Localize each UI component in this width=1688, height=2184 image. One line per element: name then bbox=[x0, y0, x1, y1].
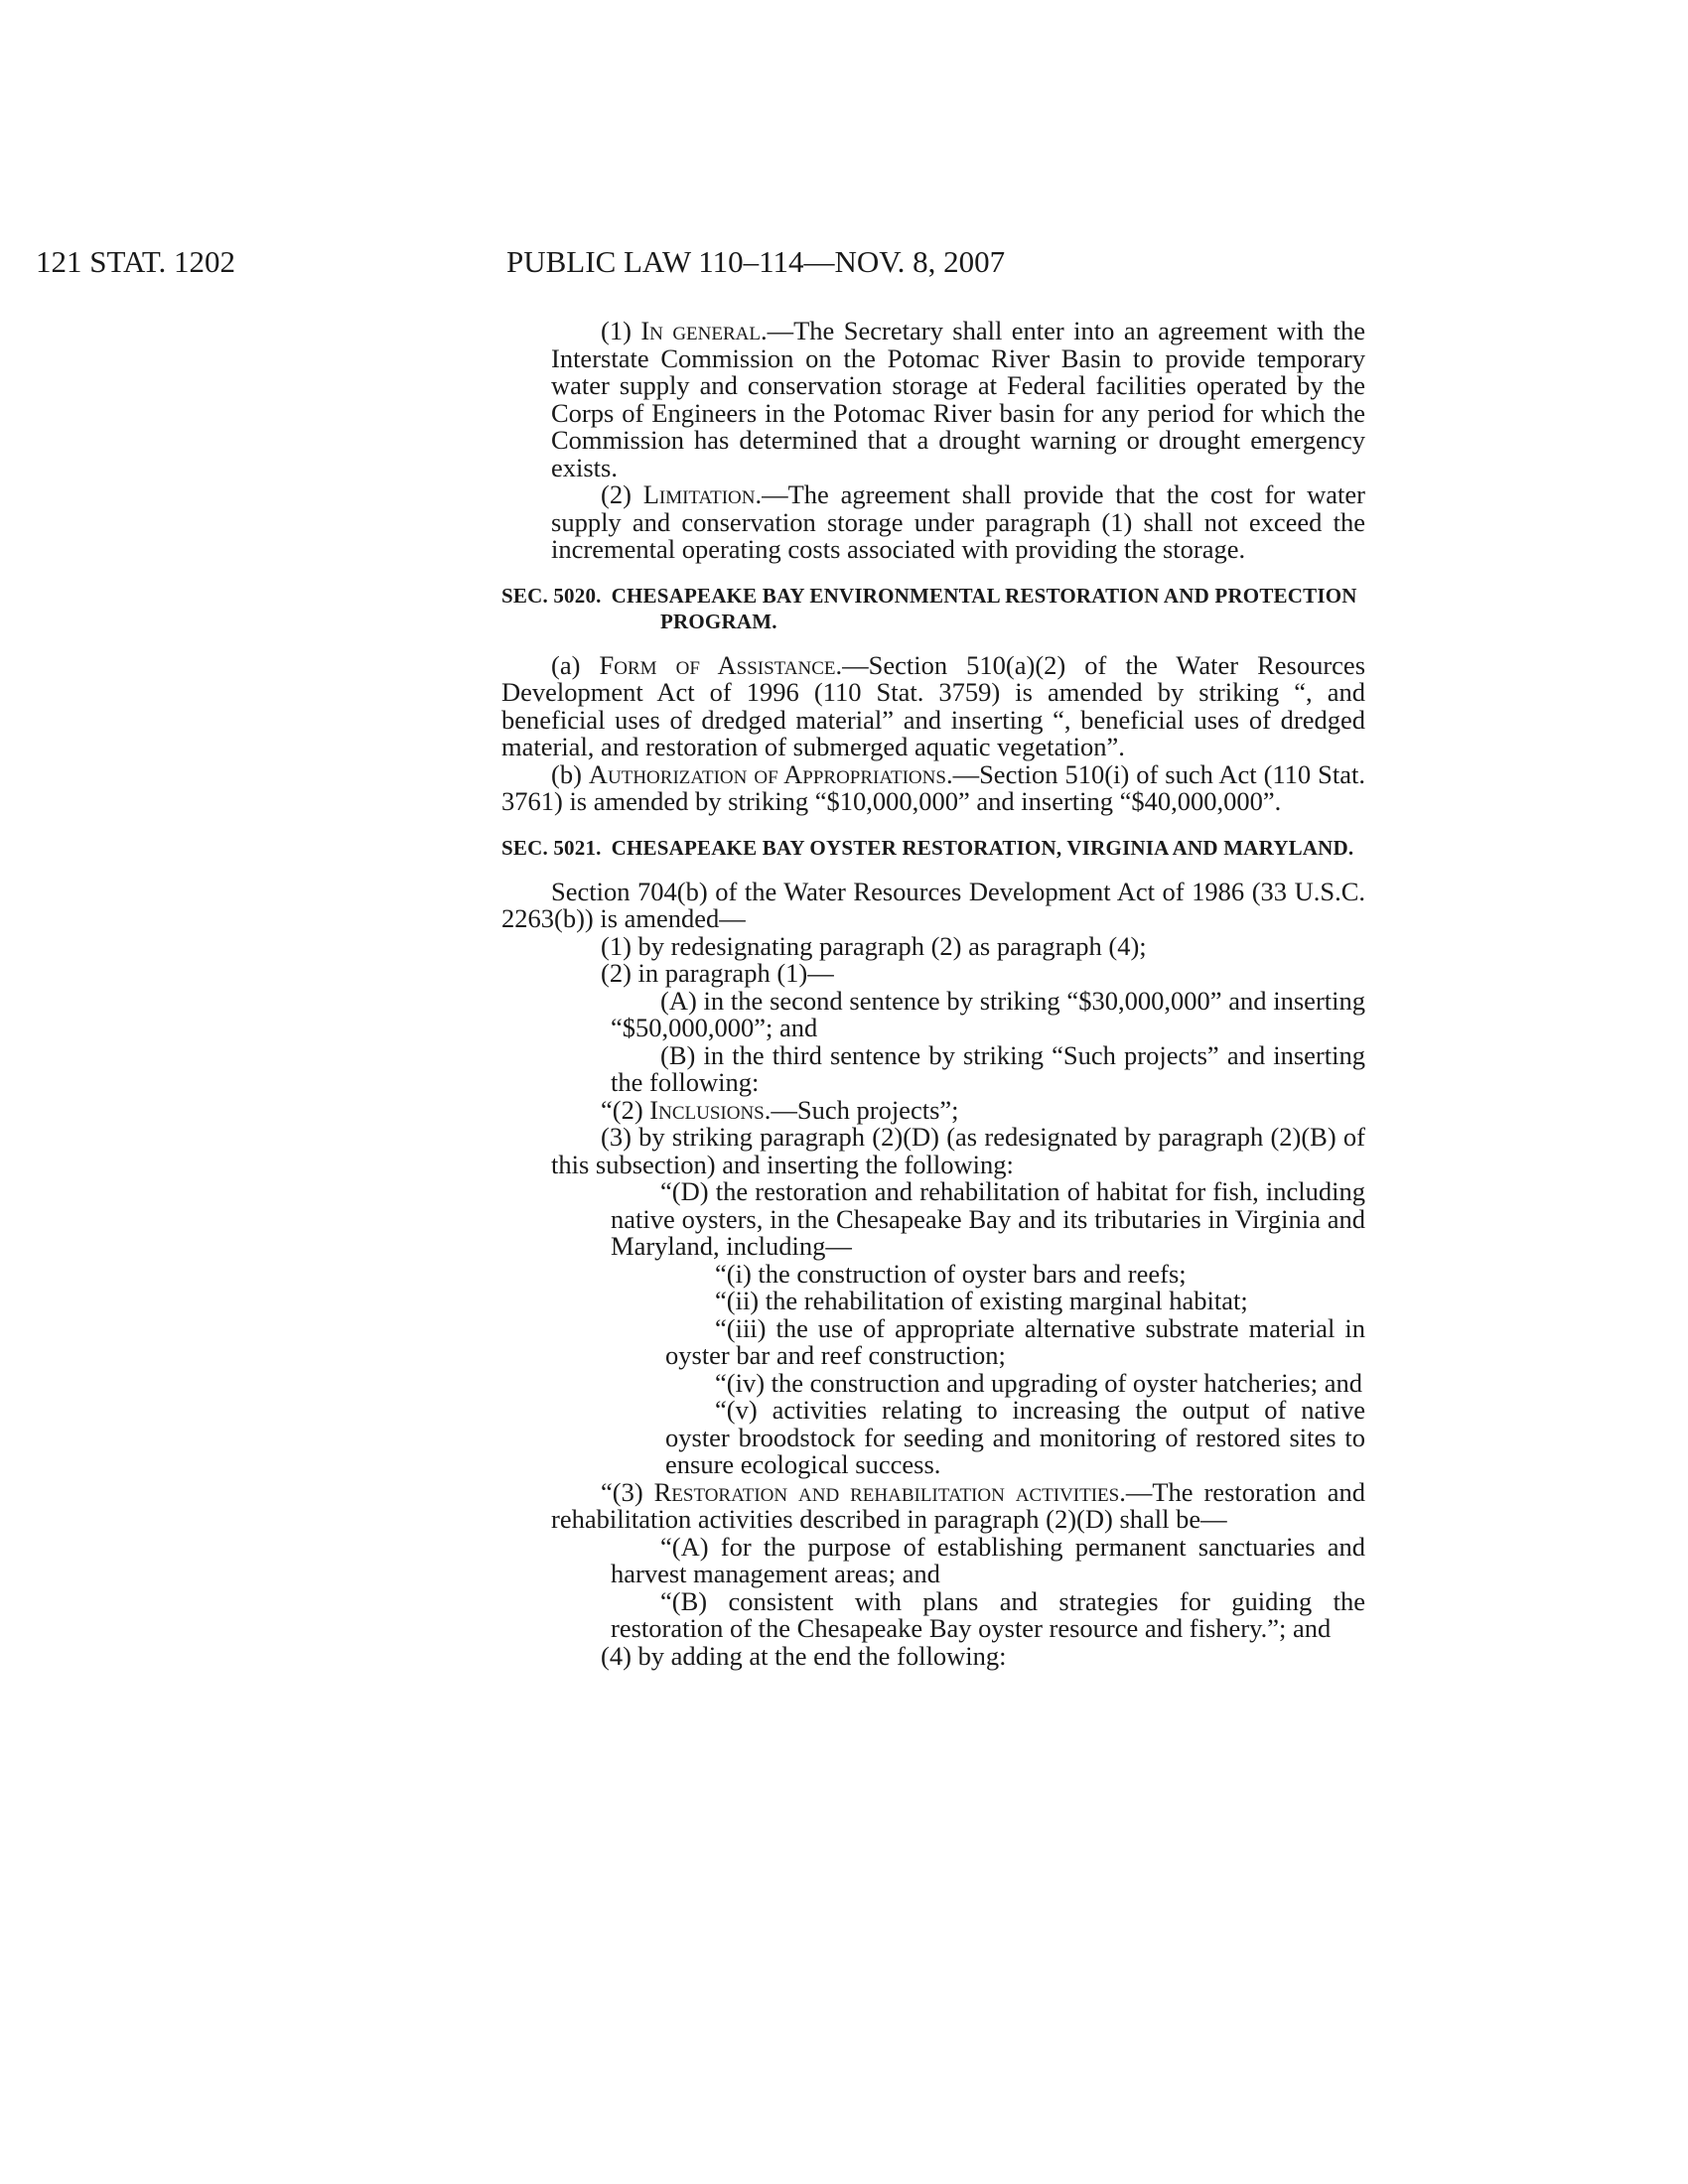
subsection-authorization: (b) Authorization of Appropriations.—Section 510(i) of such Act (110 Stat. 3761) is amended by striking “$10,000,000” and inserting “$40,000,000”. bbox=[501, 758, 1366, 816]
section-intro: Section 704(b) of the Water Resources Development Act of 1986 (33 U.S.C. 2263(b)) is amended— bbox=[501, 876, 1365, 933]
stat-reference: 121 STAT. 1202 bbox=[36, 244, 236, 279]
quoted-clause: “(ii) the rehabilitation of existing marginal habitat; bbox=[715, 1286, 1248, 1315]
quoted-clause: “(i) the construction of oyster bars and reefs; bbox=[715, 1258, 1187, 1289]
paragraph-caption: Limitation bbox=[642, 479, 756, 509]
quoted-clause: “(v) activities relating to increasing the output of native oyster broodstock for seeding and monitoring of restored sites to ensure ecological success. bbox=[665, 1395, 1365, 1479]
list-item: (4) by adding at the end the following: bbox=[601, 1640, 1007, 1671]
quoted-subparagraph: “(A) for the purpose of establishing permanent sanctuaries and harvest management areas; and bbox=[611, 1531, 1365, 1588]
quoted-subparagraph: “(B) consistent with plans and strategies for guiding the restoration of the Chesapeake Bay oyster resource and fishery.”; and bbox=[611, 1585, 1365, 1643]
quoted-subparagraph-d: “(D) the restoration and rehabilitation of habitat for fish, including native oysters, in the Chesapeake Bay and its tributaries in Virginia and Maryland, including— bbox=[611, 1176, 1365, 1261]
paragraph-in-general: (1) In general.—The Secretary shall enter into an agreement with the Interstate Commission on the Potomac River Basin to provide temporary water supply and conservation storage at Federal facilities operated by the Corps of Engineers in the Potomac River basin for any period for which the Commission has determined that a drought warning or drought emergency exists. bbox=[551, 316, 1365, 482]
law-title: PUBLIC LAW 110–114—NOV. 8, 2007 bbox=[506, 244, 1006, 279]
paragraph-caption: Inclusions bbox=[649, 1094, 765, 1125]
section-heading-5020: SEC. 5020. CHESAPEAKE BAY ENVIRONMENTAL RESTORATION AND PROTECTION PROGRAM. bbox=[501, 583, 1357, 633]
quoted-paragraph-inclusions: “(2) Inclusions.—Such projects”; bbox=[601, 1094, 959, 1125]
subsection-caption: Authorization of Appropriations bbox=[588, 758, 946, 789]
list-item: (3) by striking paragraph (2)(D) (as redesignated by paragraph (2)(B) of this subsection) and inserting the following: bbox=[551, 1122, 1365, 1179]
paragraph-caption: Restoration and rehabilitation activities bbox=[653, 1476, 1120, 1507]
paragraph-caption: In general bbox=[640, 316, 761, 345]
paragraph-limitation: (2) Limitation.—The agreement shall provide that the cost for water supply and conservation storage under paragraph (1) shall not exceed the incremental operating costs associated with providing the storage. bbox=[551, 479, 1365, 564]
subsection-caption: Form of Assistance bbox=[599, 649, 836, 680]
quoted-clause: “(iii) the use of appropriate alternative substrate material in oyster bar and reef construction; bbox=[665, 1312, 1365, 1370]
list-item: (A) in the second sentence by striking “$30,000,000” and inserting “$50,000,000”; and bbox=[611, 985, 1365, 1042]
page-header bbox=[0, 244, 1688, 284]
section-heading-5021: SEC. 5021. CHESAPEAKE BAY OYSTER RESTORATION, VIRGINIA AND MARYLAND. bbox=[501, 835, 1354, 860]
quoted-clause: “(iv) the construction and upgrading of oyster hatcheries; and bbox=[715, 1367, 1362, 1398]
list-item: (B) in the third sentence by striking “Such projects” and inserting the following: bbox=[611, 1039, 1365, 1097]
list-item: (2) in paragraph (1)— bbox=[601, 958, 834, 988]
document-body bbox=[501, 318, 1365, 1670]
quoted-paragraph-restoration: “(3) Restoration and rehabilitation activities.—The restoration and rehabilitation activities described in paragraph (2)(D) shall be— bbox=[551, 1476, 1365, 1534]
list-item: (1) by redesignating paragraph (2) as paragraph (4); bbox=[601, 930, 1147, 961]
subsection-form-of-assistance: (a) Form of Assistance.—Section 510(a)(2) of the Water Resources Development Act of 1996 (110 Stat. 3759) is amended by striking “, and beneficial uses of dredged material” and inserting “, beneficial uses of dredged material, and restoration of submerged aquatic vegetation”. bbox=[501, 649, 1366, 761]
